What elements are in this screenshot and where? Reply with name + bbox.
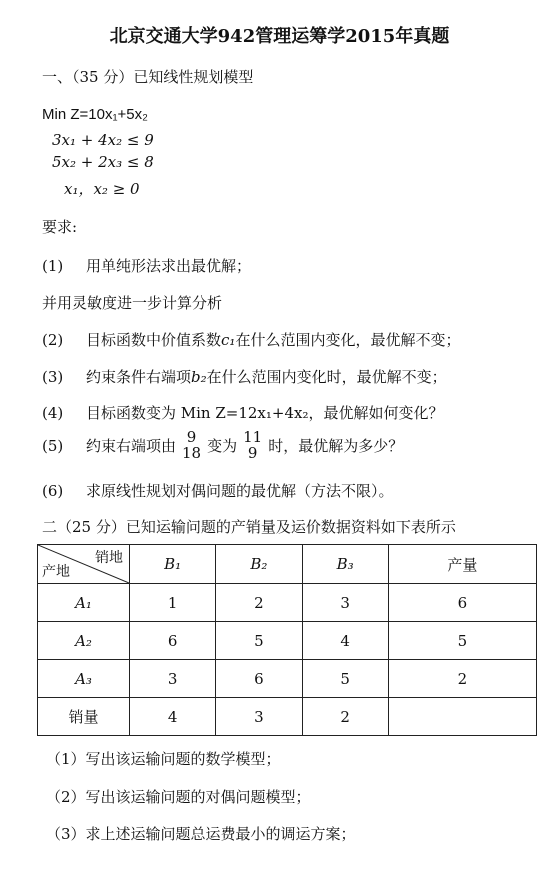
table-cell: 3 (216, 698, 302, 736)
table-cell: 6 (388, 584, 536, 622)
section-2-heading: 二（25 分）已知运输问题的产销量及运价数据资料如下表所示 (42, 518, 456, 536)
row-label: A₂ (38, 622, 130, 660)
table-row (38, 584, 537, 622)
constraint-3: x₁，x₂ ≥ 0 (64, 180, 140, 198)
table-row (38, 622, 537, 660)
table-cell: 2 (388, 660, 536, 698)
question-text: 求原线性规划对偶问题的最优解（方法不限）。 (86, 482, 394, 500)
sensitivity-intro: 并用灵敏度进一步计算分析 (42, 294, 223, 312)
question-text-post: 在什么范围内变化时，最优解不变； (206, 368, 447, 386)
row-label: A₃ (38, 660, 130, 698)
row-label: A₁ (38, 584, 130, 622)
requirements-label: 要求: (42, 218, 78, 236)
corner-top-label: 销地 (95, 550, 123, 566)
table-corner-cell (38, 545, 130, 584)
fraction-to-bottom: 9 (247, 443, 258, 462)
question-number: (5) (42, 436, 64, 455)
fraction-from (182, 430, 201, 462)
constraint-1: 3x₁ + 4x₂ ≤ 9 (52, 131, 154, 149)
objective-function: Min Z=10x₁+5x₂ (42, 106, 148, 123)
question-number: (4) (42, 404, 64, 422)
row-label: 销量 (38, 698, 130, 736)
section-1-heading: 一、（35 分）已知线性规划模型 (42, 68, 254, 86)
table-cell: 2 (216, 584, 302, 622)
question-2-2: （2）写出该运输问题的对偶问题模型； (46, 788, 311, 806)
table-row (38, 698, 537, 736)
table-cell: 4 (130, 698, 216, 736)
fraction-from-top: 9 (186, 428, 197, 446)
table-cell: 5 (388, 622, 536, 660)
question-1-1 (42, 255, 251, 276)
question-number: (6) (42, 482, 64, 500)
fraction-to-top: 11 (243, 428, 263, 446)
table-cell: 6 (130, 622, 216, 660)
question-number: (2) (42, 331, 64, 349)
column-header: B₁ (130, 545, 216, 584)
table-cell (388, 698, 536, 736)
table-cell: 3 (302, 584, 388, 622)
question-text-pre: 目标函数中价值系数 (86, 331, 222, 349)
fraction-from-bottom: 18 (182, 443, 202, 462)
fraction-to (243, 430, 262, 462)
transport-table (37, 544, 537, 736)
question-text: 用单纯形法求出最优解； (86, 257, 252, 275)
question-text-mid: 变为 (207, 437, 238, 456)
table-row (38, 660, 537, 698)
question-1-3 (42, 366, 447, 387)
column-header: B₂ (216, 545, 302, 584)
table-cell: 5 (216, 622, 302, 660)
column-header: 产量 (388, 545, 536, 584)
table-cell: 3 (130, 660, 216, 698)
question-1-2 (42, 329, 460, 350)
page-title: 北京交通大学942管理运筹学2015年真题 (109, 26, 450, 47)
question-1-6 (42, 480, 394, 501)
corner-bottom-label: 产地 (42, 564, 70, 580)
question-number: (1) (42, 257, 64, 275)
table-cell: 2 (302, 698, 388, 736)
rhs-symbol: b₂ (191, 368, 207, 386)
table-cell: 5 (302, 660, 388, 698)
table-header-row (38, 545, 537, 584)
question-2-1: （1）写出该运输问题的数学模型； (46, 750, 281, 768)
question-text: 目标函数变为 Min Z=12x₁+4x₂，最优解如何变化？ (86, 404, 444, 422)
column-header: B₃ (302, 545, 388, 584)
table-cell: 1 (130, 584, 216, 622)
table-cell: 6 (216, 660, 302, 698)
question-1-4 (42, 402, 444, 423)
constraint-2: 5x₂ + 2x₃ ≤ 8 (52, 153, 154, 171)
table-cell: 4 (302, 622, 388, 660)
question-text-post: 在什么范围内变化，最优解不变； (235, 331, 461, 349)
question-1-5 (42, 430, 403, 462)
question-text-pre: 约束条件右端项 (86, 368, 192, 386)
question-text-pre: 约束右端项由 (86, 437, 177, 456)
question-text-post: 时，最优解为多少？ (268, 437, 404, 456)
question-2-3: （3）求上述运输问题总运费最小的调运方案； (46, 825, 356, 843)
cost-coefficient-symbol: c₁ (221, 331, 236, 349)
question-number: (3) (42, 368, 64, 386)
